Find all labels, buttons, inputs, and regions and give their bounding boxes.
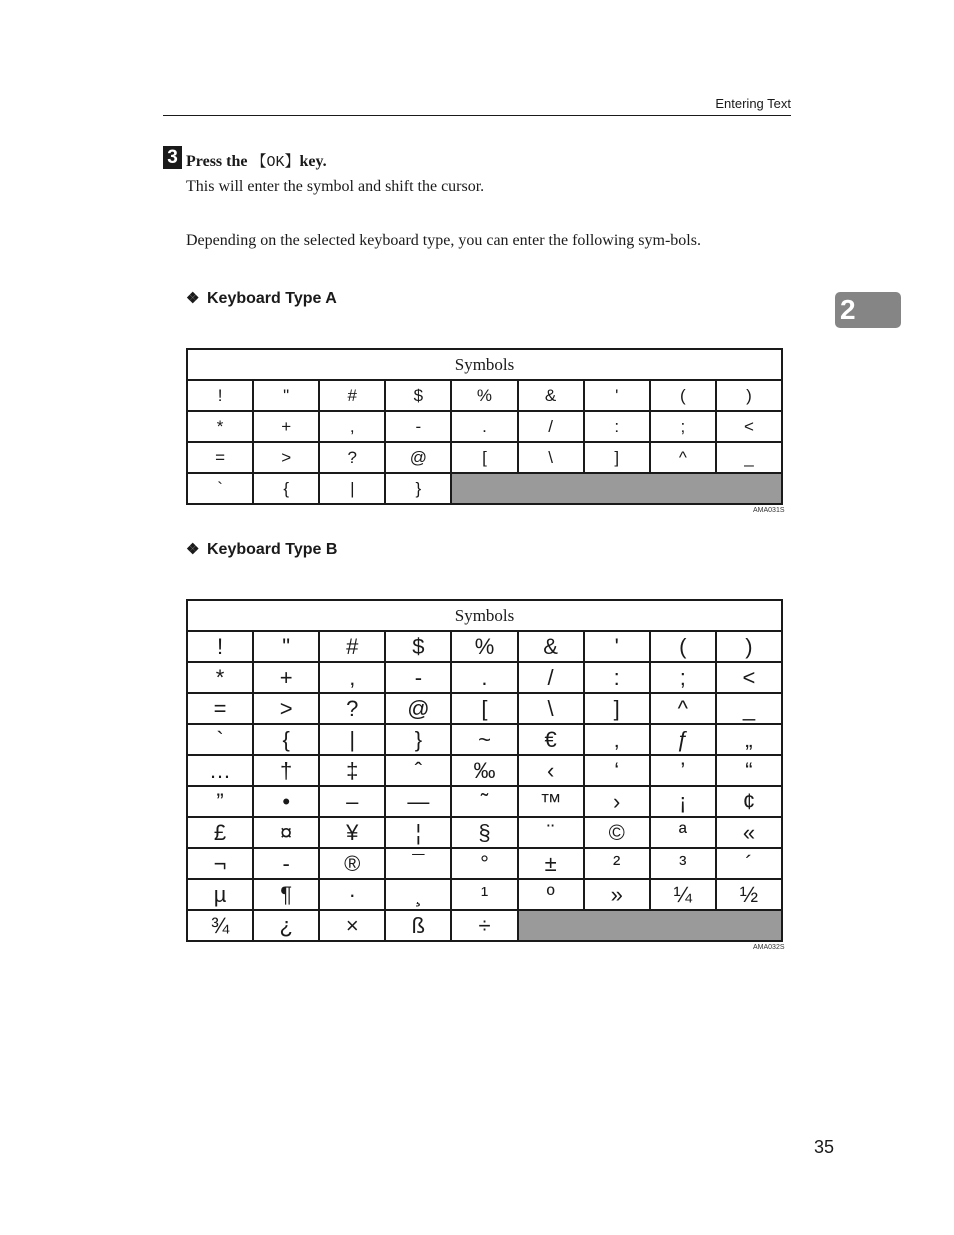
symbol-cell: : [584,662,650,693]
step-description: This will enter the symbol and shift the cursor. [186,178,485,195]
symbol-cell: µ [187,879,253,910]
symbol-cell: > [253,693,319,724]
symbol-row [187,662,782,693]
symbol-cell: “ [716,755,782,786]
symbol-cell: ¤ [253,817,319,848]
symbol-row [187,693,782,724]
page-number: 35 [814,1137,835,1157]
symbol-cell: § [451,817,517,848]
symbol-cell: _ [716,442,782,473]
symbol-cell: $ [385,631,451,662]
symbol-cell: £ [187,817,253,848]
symbol-cell: * [187,411,253,442]
symbol-cell: ’ [650,755,716,786]
symbol-row [187,755,782,786]
keyboard-b-heading: Keyboard Type B [207,541,338,558]
symbol-cell: ˜ [451,786,517,817]
symbol-cell: ) [716,631,782,662]
symbol-cell: { [253,724,319,755]
symbol-cell: ± [518,848,584,879]
symbol-cell: ^ [650,442,716,473]
symbol-cell: ~ [451,724,517,755]
symbol-cell: ; [650,662,716,693]
symbol-cell: › [584,786,650,817]
symbol-cell: ‰ [451,755,517,786]
symbol-table-keyboard-b [186,599,783,942]
symbol-cell: ° [451,848,517,879]
symbol-cell: ” [187,786,253,817]
symbol-cell: | [319,473,385,504]
symbol-cell: ‡ [319,755,385,786]
symbol-cell: ^ [650,693,716,724]
header-rule [163,115,791,116]
symbol-cell: ¥ [319,817,385,848]
symbol-cell: & [518,631,584,662]
section-heading-keyboard-b [186,540,337,559]
symbol-cell: » [584,879,650,910]
table-header: Symbols [187,600,782,631]
symbol-cell: = [187,442,253,473]
symbol-cell: ² [584,848,650,879]
symbol-cell: < [716,662,782,693]
symbol-cell: º [518,879,584,910]
symbol-cell: × [319,910,385,941]
symbol-cell: @ [385,442,451,473]
symbol-cell: ¯ [385,848,451,879]
symbol-cell: ß [385,910,451,941]
symbol-cell: & [518,380,584,411]
symbol-cell: ¶ [253,879,319,910]
symbol-cell: | [319,724,385,755]
diamond-bullet-icon: ❖ [186,541,200,558]
symbol-row [187,631,782,662]
symbol-cell: [ [451,693,517,724]
symbol-row [187,380,782,411]
symbol-row [187,879,782,910]
symbol-cell: — [385,786,451,817]
symbol-cell: ! [187,380,253,411]
symbol-cell: « [716,817,782,848]
symbol-cell: - [385,662,451,693]
symbol-cell: = [187,693,253,724]
symbol-cell: , [319,662,385,693]
symbol-cell: * [187,662,253,693]
symbol-cell: ] [584,693,650,724]
symbol-cell: ( [650,380,716,411]
symbol-cell: ? [319,442,385,473]
symbol-cell: } [385,724,451,755]
symbol-cell: ™ [518,786,584,817]
symbol-cell: @ [385,693,451,724]
symbol-cell: ¢ [716,786,782,817]
symbol-cell: ¦ [385,817,451,848]
symbol-cell: ª [650,817,716,848]
symbol-cell: { [253,473,319,504]
symbol-cell: ? [319,693,385,724]
symbol-cell: ‹ [518,755,584,786]
symbol-cell: ` [187,473,253,504]
symbol-cell: + [253,411,319,442]
symbol-table-keyboard-a [186,348,783,505]
symbol-row [187,910,782,941]
empty-filler-cell [518,910,782,941]
symbol-cell: • [253,786,319,817]
symbol-cell: + [253,662,319,693]
symbol-cell: ¹ [451,879,517,910]
symbol-row [187,442,782,473]
symbol-cell: © [584,817,650,848]
symbol-cell: " [253,631,319,662]
intro-paragraph: Depending on the selected keyboard type, you can enter the following sym-bols. [186,232,701,249]
symbol-row [187,724,782,755]
symbol-cell: ` [187,724,253,755]
chapter-tab-number: 2 [840,294,856,325]
symbol-cell: ˆ [385,755,451,786]
step-title [186,150,327,171]
symbol-cell: ¸ [385,879,451,910]
symbol-cell: / [518,662,584,693]
symbol-cell: $ [385,380,451,411]
symbol-cell: – [319,786,385,817]
symbol-cell: % [451,631,517,662]
symbol-cell: € [518,724,584,755]
symbol-cell: < [716,411,782,442]
symbol-cell: ' [584,380,650,411]
diamond-bullet-icon: ❖ [186,290,200,307]
symbol-cell: ¨ [518,817,584,848]
ok-key-label: 【OK】 [251,154,300,171]
symbol-cell: ³ [650,848,716,879]
step-number-badge: 3 [163,146,182,169]
keyboard-a-heading: Keyboard Type A [207,290,337,307]
symbol-cell: # [319,380,385,411]
symbol-row [187,817,782,848]
step-title-suffix: key. [299,153,327,170]
symbol-cell: ¬ [187,848,253,879]
symbol-cell: # [319,631,385,662]
symbol-cell: ‚ [584,724,650,755]
empty-filler-cell [451,473,782,504]
symbol-cell: ¿ [253,910,319,941]
running-header: Entering Text [715,96,791,111]
symbol-cell: . [451,411,517,442]
symbol-cell: : [584,411,650,442]
step-title-prefix: Press the [186,153,252,170]
section-heading-keyboard-a [186,289,337,308]
figure-code-b: AMA032S [753,944,785,951]
symbol-cell: † [253,755,319,786]
symbol-cell: ' [584,631,650,662]
symbol-row [187,848,782,879]
table-header: Symbols [187,349,782,380]
symbol-cell: % [451,380,517,411]
symbol-cell: ƒ [650,724,716,755]
symbol-cell: „ [716,724,782,755]
symbol-cell: ] [584,442,650,473]
symbol-row [187,473,782,504]
symbol-cell: - [385,411,451,442]
figure-code-a: AMA031S [753,507,785,514]
symbol-cell: ) [716,380,782,411]
symbol-cell: ¡ [650,786,716,817]
symbol-cell: } [385,473,451,504]
symbol-cell: " [253,380,319,411]
symbol-cell: ½ [716,879,782,910]
symbol-cell: > [253,442,319,473]
symbol-cell: ‘ [584,755,650,786]
symbol-row [187,411,782,442]
symbol-cell: ! [187,631,253,662]
symbol-cell: . [451,662,517,693]
symbol-cell: ( [650,631,716,662]
symbol-cell: \ [518,693,584,724]
symbol-cell: · [319,879,385,910]
symbol-cell: - [253,848,319,879]
symbol-cell: ¼ [650,879,716,910]
symbol-cell: ´ [716,848,782,879]
symbol-cell: ÷ [451,910,517,941]
symbol-cell: ® [319,848,385,879]
symbol-cell: … [187,755,253,786]
symbol-cell: / [518,411,584,442]
symbol-cell: , [319,411,385,442]
symbol-cell: \ [518,442,584,473]
symbol-cell: ; [650,411,716,442]
symbol-row [187,786,782,817]
symbol-cell: _ [716,693,782,724]
symbol-cell: [ [451,442,517,473]
symbol-cell: ¾ [187,910,253,941]
chapter-tab [835,292,901,328]
